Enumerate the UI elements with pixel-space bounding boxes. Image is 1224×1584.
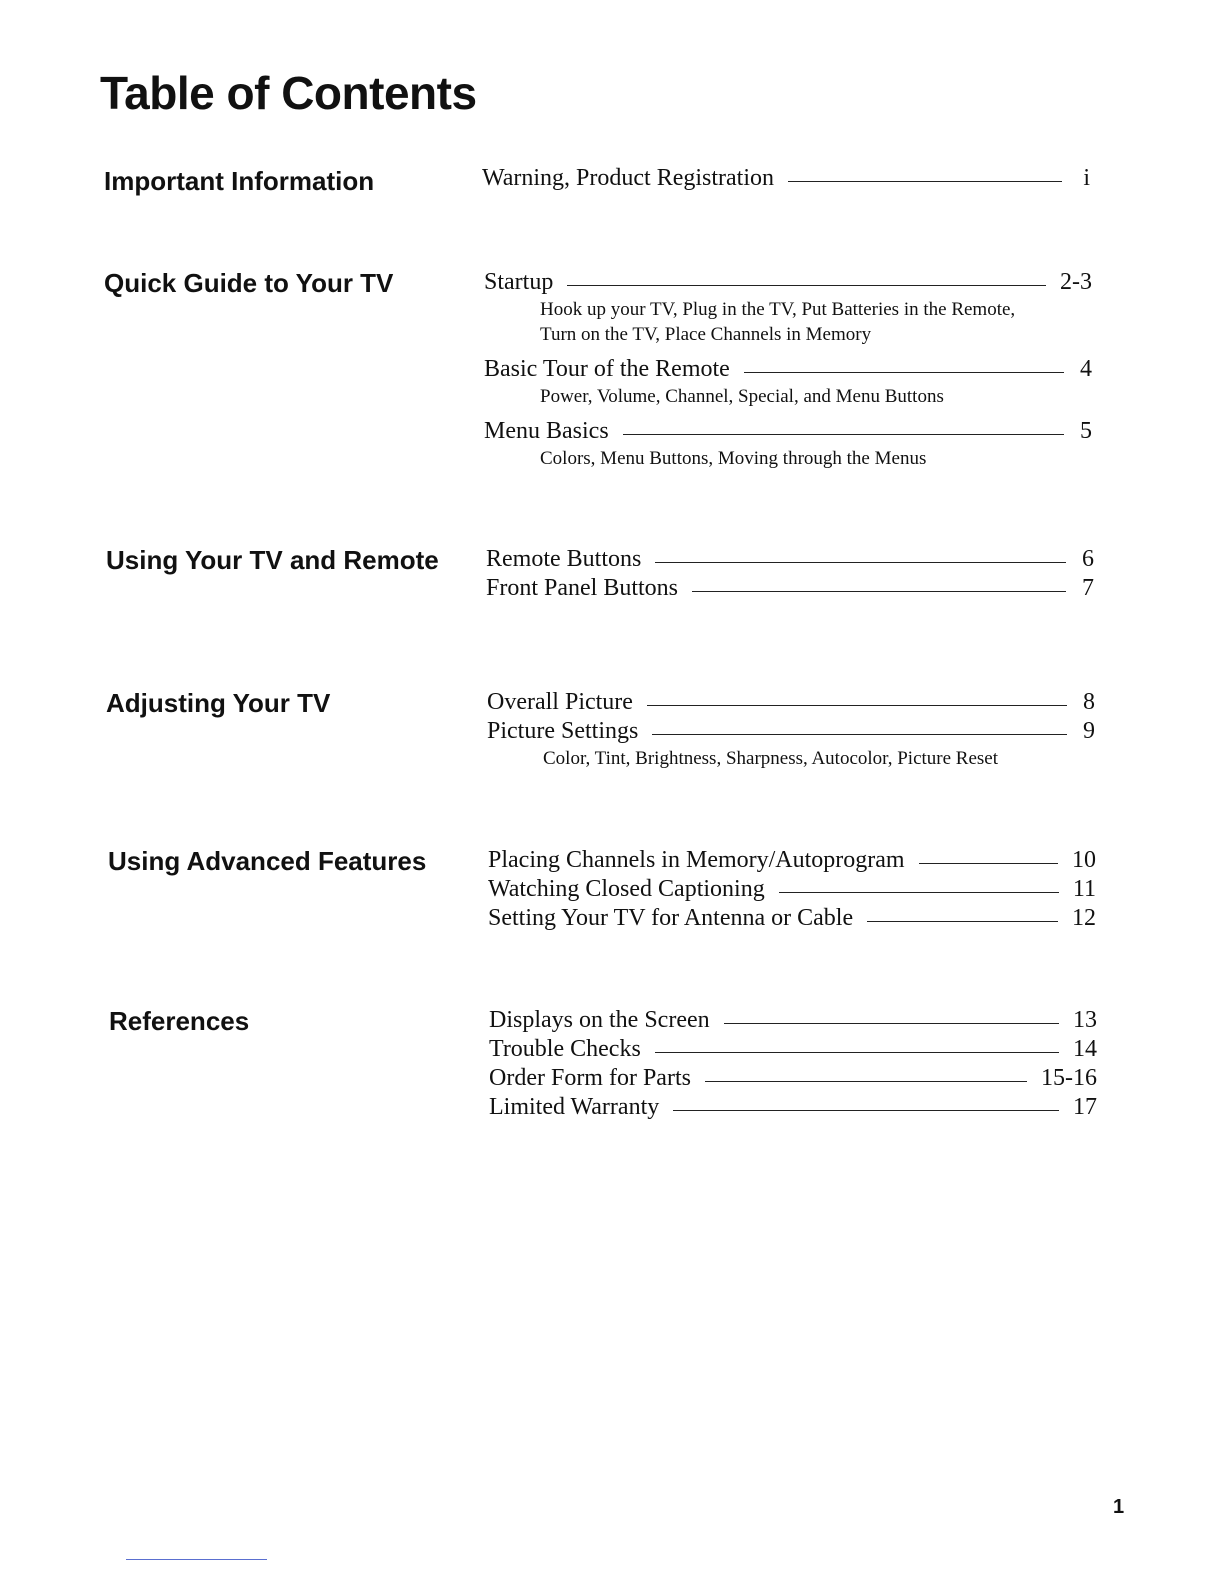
entry-detail: Color, Tint, Brightness, Sharpness, Autocolor, Picture Reset <box>543 748 999 769</box>
entry-title: Remote Buttons <box>486 546 642 572</box>
toc-entry[interactable] <box>488 904 1096 933</box>
section-heading: Using Your TV and Remote <box>106 545 439 575</box>
entry-page: 4 <box>1080 356 1092 382</box>
entry-page: 5 <box>1080 418 1092 444</box>
entry-list <box>489 1006 1097 1122</box>
toc-entry[interactable] <box>486 574 1094 603</box>
toc-entry[interactable] <box>484 417 1092 473</box>
entry-page: 6 <box>1082 546 1094 572</box>
entry-page: 14 <box>1073 1036 1097 1062</box>
entry-detail: Turn on the TV, Place Channels in Memory <box>540 324 872 345</box>
entry-detail: Hook up your TV, Plug in the TV, Put Batteries in the Remote, <box>540 299 1016 320</box>
entry-page: 7 <box>1082 575 1094 601</box>
toc-entry[interactable] <box>488 875 1096 904</box>
entry-page: i <box>1083 165 1090 191</box>
divider <box>126 1559 267 1560</box>
entry-page: 10 <box>1072 847 1096 873</box>
entry-page: 15-16 <box>1041 1065 1097 1091</box>
dot-leader <box>867 920 1058 922</box>
dot-leader <box>652 733 1067 735</box>
toc-entry[interactable] <box>484 355 1092 411</box>
entry-title: Menu Basics <box>484 418 609 444</box>
section-heading: Important Information <box>104 166 375 196</box>
dot-leader <box>705 1080 1027 1082</box>
entry-detail: Colors, Menu Buttons, Moving through the Menus <box>540 448 927 469</box>
entry-title: Picture Settings <box>487 718 639 744</box>
entry-list <box>482 164 1090 193</box>
entry-title: Watching Closed Captioning <box>488 876 765 902</box>
entry-list <box>487 688 1095 773</box>
toc-entry[interactable] <box>486 545 1094 574</box>
entry-page: 13 <box>1073 1007 1097 1033</box>
entry-page: 2-3 <box>1060 269 1092 295</box>
dot-leader <box>623 433 1064 435</box>
entry-title: Startup <box>484 269 554 295</box>
entry-title: Basic Tour of the Remote <box>484 356 730 382</box>
dot-leader <box>779 891 1059 893</box>
dot-leader <box>724 1022 1059 1024</box>
entry-page: 8 <box>1083 689 1095 715</box>
page-number: 1 <box>1113 1496 1125 1518</box>
toc-entry[interactable] <box>489 1093 1097 1122</box>
entry-page: 9 <box>1083 718 1095 744</box>
entry-title: Trouble Checks <box>489 1036 641 1062</box>
toc-entry[interactable] <box>489 1006 1097 1035</box>
entry-page: 17 <box>1073 1094 1097 1120</box>
entry-detail: Power, Volume, Channel, Special, and Menu Buttons <box>540 386 944 407</box>
toc-entry[interactable] <box>482 164 1090 193</box>
dot-leader <box>692 590 1066 592</box>
dot-leader <box>788 180 1062 182</box>
toc-entry[interactable] <box>487 717 1095 773</box>
entry-list <box>486 545 1094 603</box>
entry-title: Limited Warranty <box>489 1094 660 1120</box>
dot-leader <box>655 561 1066 563</box>
entry-title: Front Panel Buttons <box>486 575 679 601</box>
entry-title: Warning, Product Registration <box>482 165 775 191</box>
entry-list <box>488 846 1096 933</box>
toc-entry[interactable] <box>489 1064 1097 1093</box>
entry-title: Overall Picture <box>487 689 633 715</box>
entry-title: Placing Channels in Memory/Autoprogram <box>488 847 905 873</box>
entry-list <box>484 268 1092 473</box>
dot-leader <box>673 1109 1059 1111</box>
entry-title: Displays on the Screen <box>489 1007 710 1033</box>
section-heading: References <box>109 1006 250 1036</box>
dot-leader <box>744 371 1064 373</box>
dot-leader <box>919 862 1058 864</box>
entry-page: 11 <box>1072 876 1096 902</box>
dot-leader <box>647 704 1067 706</box>
dot-leader <box>567 284 1046 286</box>
entry-title: Setting Your TV for Antenna or Cable <box>488 905 854 931</box>
toc-entry[interactable] <box>484 268 1092 349</box>
dot-leader <box>655 1051 1059 1053</box>
toc-entry[interactable] <box>488 846 1096 875</box>
toc-entry[interactable] <box>489 1035 1097 1064</box>
section-heading: Quick Guide to Your TV <box>104 268 394 298</box>
entry-page: 12 <box>1072 905 1096 931</box>
section-heading: Using Advanced Features <box>108 846 427 876</box>
entry-title: Order Form for Parts <box>489 1065 691 1091</box>
page-title: Table of Contents <box>100 67 477 119</box>
toc-entry[interactable] <box>487 688 1095 717</box>
section-heading: Adjusting Your TV <box>106 688 331 718</box>
